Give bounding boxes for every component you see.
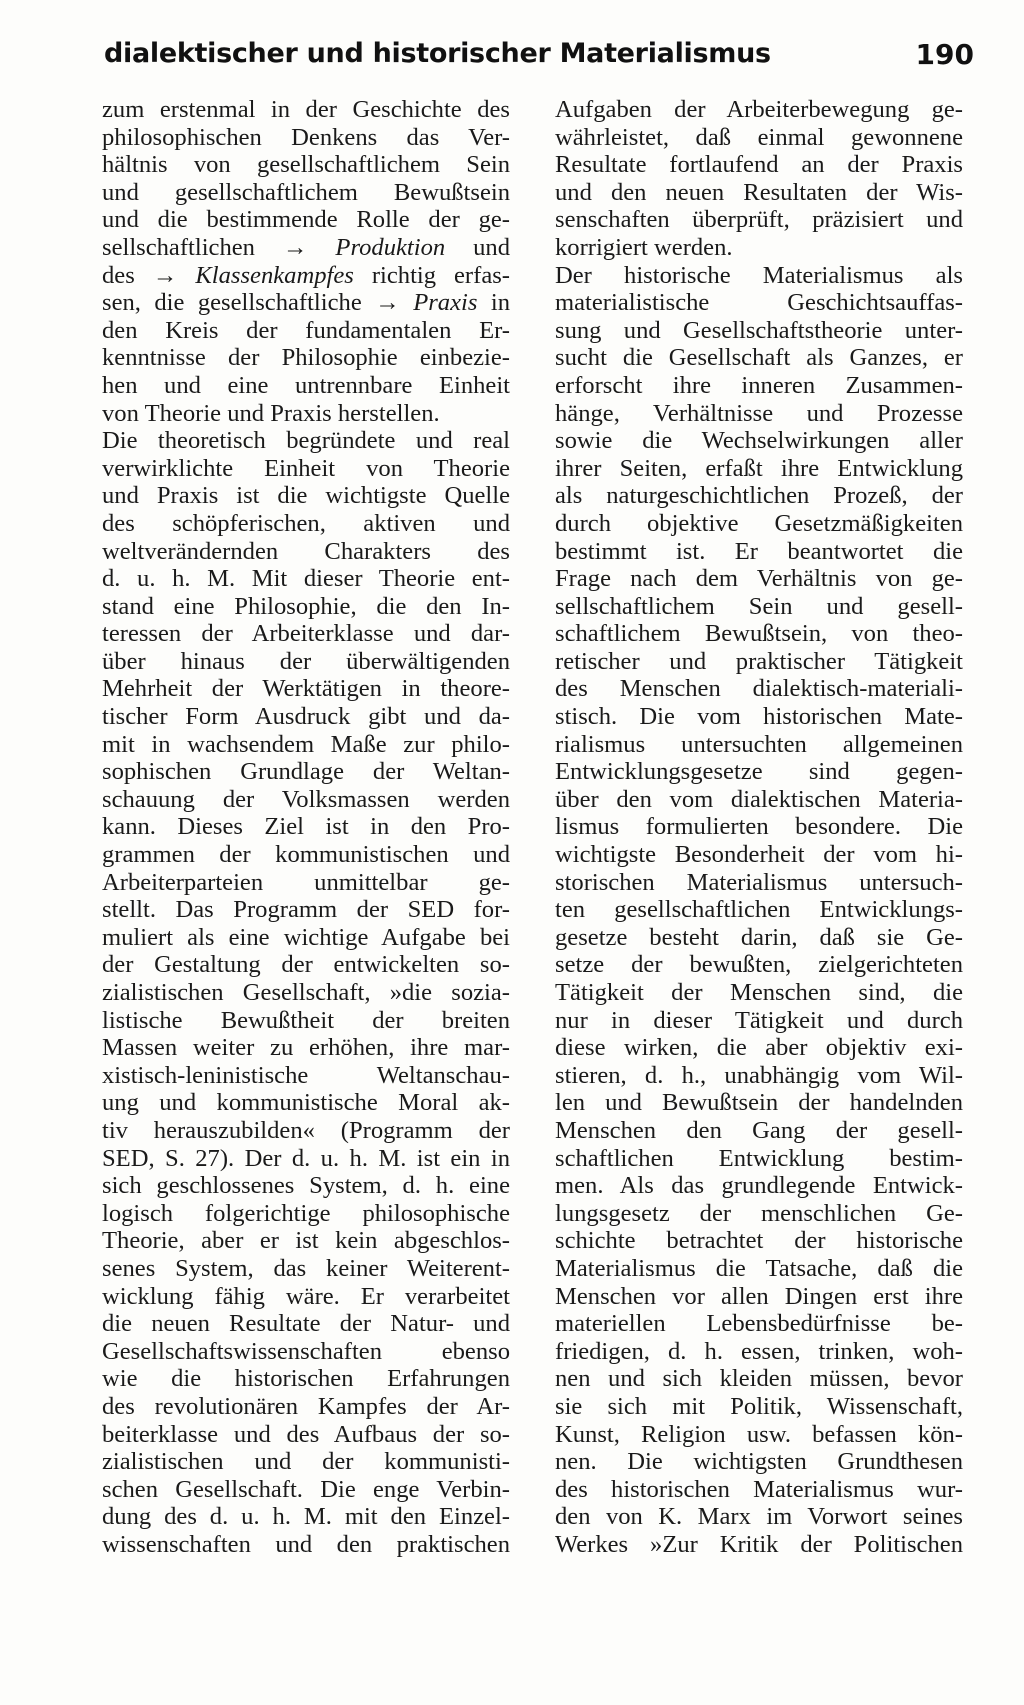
text-line: schauung der Volksmassen werden	[102, 785, 510, 813]
left-text-column	[102, 96, 510, 1558]
text-line: des revolutionären Kampfes der Ar-	[102, 1392, 510, 1420]
text-line: philosophischen Denkens das Ver-	[102, 123, 510, 151]
text-line: weltverändernden Charakters des	[102, 537, 510, 565]
text-line: Arbeiterparteien unmittelbar ge-	[102, 868, 510, 896]
text-line: Entwicklungsgesetze sind gegen-	[555, 758, 963, 786]
text-line: Resultate fortlaufend an der Praxis	[555, 151, 963, 179]
text-line: storischen Materialismus untersuch-	[555, 868, 963, 896]
text-line: verwirklichte Einheit von Theorie	[102, 454, 510, 482]
text-line: und gesellschaftlichem Bewußtsein	[102, 178, 510, 206]
page-number: 190	[915, 38, 974, 71]
text-line: friedigen, d. h. essen, trinken, woh-	[555, 1337, 963, 1365]
text-line: ihrer Seiten, erfaßt ihre Entwicklung	[555, 454, 963, 482]
right-text-column	[555, 96, 963, 1558]
text-line: sellschaftlichem Sein und gesell-	[555, 592, 963, 620]
text-line: Menschen den Gang der gesell-	[555, 1116, 963, 1144]
text-line: stellt. Das Programm der SED for-	[102, 896, 510, 924]
text-line: und Praxis ist die wichtigste Quelle	[102, 482, 510, 510]
text-line: Menschen vor allen Dingen erst ihre	[555, 1282, 963, 1310]
text-line: als naturgeschichtlichen Prozeß, der	[555, 482, 963, 510]
text-line: Die theoretisch begründete und real	[102, 427, 510, 455]
page-header	[104, 38, 974, 78]
text-segment: des →	[102, 261, 196, 289]
text-line: sowie die Wechselwirkungen aller	[555, 427, 963, 455]
text-line: zum erstenmal in der Geschichte des	[102, 96, 510, 123]
text-line: Kunst, Religion usw. befassen kön-	[555, 1420, 963, 1448]
text-segment: und	[445, 233, 510, 261]
text-line: setze der bewußten, zielgerichteten	[555, 951, 963, 979]
text-line: gesetze besteht darin, daß sie Ge-	[555, 923, 963, 951]
text-line: die neuen Resultate der Natur- und	[102, 1310, 510, 1338]
text-line: hänge, Verhältnisse und Prozesse	[555, 399, 963, 427]
cross-reference-term: Produktion	[335, 233, 446, 261]
text-line: men. Als das grundlegende Entwick-	[555, 1172, 963, 1200]
text-line: Werkes »Zur Kritik der Politischen	[555, 1530, 963, 1558]
text-line: und die bestimmende Rolle der ge-	[102, 206, 510, 234]
text-line: sophischen Grundlage der Weltan-	[102, 758, 510, 786]
text-line: kann. Dieses Ziel ist in den Pro-	[102, 813, 510, 841]
text-line: sich geschlossenes System, d. h. eine	[102, 1172, 510, 1200]
text-line: hen und eine untrennbare Einheit	[102, 371, 510, 399]
text-line: korrigiert werden.	[555, 233, 733, 261]
text-line: senes System, das keiner Weiterent-	[102, 1254, 510, 1282]
text-line: mit in wachsendem Maße zur philo-	[102, 730, 510, 758]
text-line: Frage nach dem Verhältnis von ge-	[555, 565, 963, 593]
text-line: nen. Die wichtigsten Grundthesen	[555, 1448, 963, 1476]
running-title: dialektischer und historischer Materialismus	[104, 38, 771, 69]
text-line: Der historische Materialismus als	[555, 261, 963, 289]
text-line: über hinaus der überwältigenden	[102, 647, 510, 675]
text-line: durch objektive Gesetzmäßigkeiten	[555, 509, 963, 537]
text-segment: sen, die gesellschaftliche →	[102, 289, 414, 317]
text-line: nur in dieser Tätigkeit und durch	[555, 1006, 963, 1034]
text-line: zialistischen und der kommunisti-	[102, 1448, 510, 1476]
text-segment: in	[477, 289, 510, 317]
text-line: schichte betrachtet der historische	[555, 1227, 963, 1255]
text-line: ten gesellschaftlichen Entwicklungs-	[555, 896, 963, 924]
text-line: den von K. Marx im Vorwort seines	[555, 1503, 963, 1531]
text-line: über den vom dialektischen Materia-	[555, 785, 963, 813]
text-line: listische Bewußtheit der breiten	[102, 1006, 510, 1034]
text-line: hältnis von gesellschaftlichem Sein	[102, 151, 510, 179]
text-line: kenntnisse der Philosophie einbezie-	[102, 344, 510, 372]
text-line: senschaften überprüft, präzisiert und	[555, 206, 963, 234]
text-line: Massen weiter zu erhöhen, ihre mar-	[102, 1034, 510, 1062]
text-line: materialistische Geschichtsauffas-	[555, 289, 963, 317]
text-line	[102, 289, 510, 317]
text-segment: sellschaftlichen →	[102, 233, 336, 261]
text-line: SED, S. 27). Der d. u. h. M. ist ein in	[102, 1144, 510, 1172]
text-line: des historischen Materialismus wur-	[555, 1475, 963, 1503]
text-line: len und Bewußtsein der handelnden	[555, 1089, 963, 1117]
text-line: währleistet, daß einmal gewonnene	[555, 123, 963, 151]
text-line: rialismus untersuchten allgemeinen	[555, 730, 963, 758]
text-line: sung und Gesellschaftstheorie unter-	[555, 316, 963, 344]
text-line: bestimmt ist. Er beantwortet die	[555, 537, 963, 565]
text-line: der Gestaltung der entwickelten so-	[102, 951, 510, 979]
text-line: d. u. h. M. Mit dieser Theorie ent-	[102, 565, 510, 593]
text-line: Aufgaben der Arbeiterbewegung ge-	[555, 96, 963, 123]
text-line: des Menschen dialektisch-materiali-	[555, 675, 963, 703]
text-line: stieren, d. h., unabhängig vom Wil-	[555, 1061, 963, 1089]
text-line: teressen der Arbeiterklasse und dar-	[102, 620, 510, 648]
text-line: lismus formulierten besondere. Die	[555, 813, 963, 841]
text-line: schaftlichen Entwicklung bestim-	[555, 1144, 963, 1172]
text-line: wie die historischen Erfahrungen	[102, 1365, 510, 1393]
text-line: sucht die Gesellschaft als Ganzes, er	[555, 344, 963, 372]
text-line: tiv herauszubilden« (Programm der	[102, 1116, 510, 1144]
text-line: von Theorie und Praxis herstellen.	[102, 399, 440, 427]
text-line: und den neuen Resultaten der Wis-	[555, 178, 963, 206]
text-line: ung und kommunistische Moral ak-	[102, 1089, 510, 1117]
text-line: des schöpferischen, aktiven und	[102, 509, 510, 537]
text-line: nen und sich kleiden müssen, bevor	[555, 1365, 963, 1393]
text-line: grammen der kommunistischen und	[102, 841, 510, 869]
text-line: diese wirken, die aber objektiv exi-	[555, 1034, 963, 1062]
text-line: Theorie, aber er ist kein abgeschlos-	[102, 1227, 510, 1255]
text-line: lungsgesetz der menschlichen Ge-	[555, 1199, 963, 1227]
text-line: stand eine Philosophie, die den In-	[102, 592, 510, 620]
text-line	[102, 234, 510, 262]
text-line: tischer Form Ausdruck gibt und da-	[102, 703, 510, 731]
text-line: Mehrheit der Werktätigen in theore-	[102, 675, 510, 703]
text-line: xistisch-leninistische Weltanschau-	[102, 1061, 510, 1089]
text-line: erforscht ihre inneren Zusammen-	[555, 371, 963, 399]
text-line: retischer und praktischer Tätigkeit	[555, 647, 963, 675]
text-line: schen Gesellschaft. Die enge Verbin-	[102, 1475, 510, 1503]
text-line: muliert als eine wichtige Aufgabe bei	[102, 923, 510, 951]
text-line: zialistischen Gesellschaft, »die sozia-	[102, 979, 510, 1006]
text-line: den Kreis der fundamentalen Er-	[102, 316, 510, 344]
text-line: wichtigste Besonderheit der vom hi-	[555, 841, 963, 869]
text-segment: richtig erfas-	[353, 261, 510, 289]
text-line: Tätigkeit der Menschen sind, die	[555, 979, 963, 1006]
text-line: wicklung fähig wäre. Er verarbeitet	[102, 1282, 510, 1310]
text-line: wissenschaften und den praktischen	[102, 1530, 510, 1558]
text-line: stisch. Die vom historischen Mate-	[555, 703, 963, 731]
text-line: dung des d. u. h. M. mit den Einzel-	[102, 1503, 510, 1531]
text-line: schaftlichem Bewußtsein, von theo-	[555, 620, 963, 648]
text-line	[102, 262, 510, 290]
text-line: beiterklasse und des Aufbaus der so-	[102, 1420, 510, 1448]
cross-reference-term: Praxis	[413, 289, 478, 317]
text-line: Gesellschaftswissenschaften ebenso	[102, 1337, 510, 1365]
text-line: logisch folgerichtige philosophische	[102, 1199, 510, 1227]
text-line: materiellen Lebensbedürfnisse be-	[555, 1310, 963, 1338]
text-line: Materialismus die Tatsache, daß die	[555, 1254, 963, 1282]
cross-reference-term: Klassenkampfes	[195, 261, 354, 289]
text-line: sie sich mit Politik, Wissenschaft,	[555, 1392, 963, 1420]
